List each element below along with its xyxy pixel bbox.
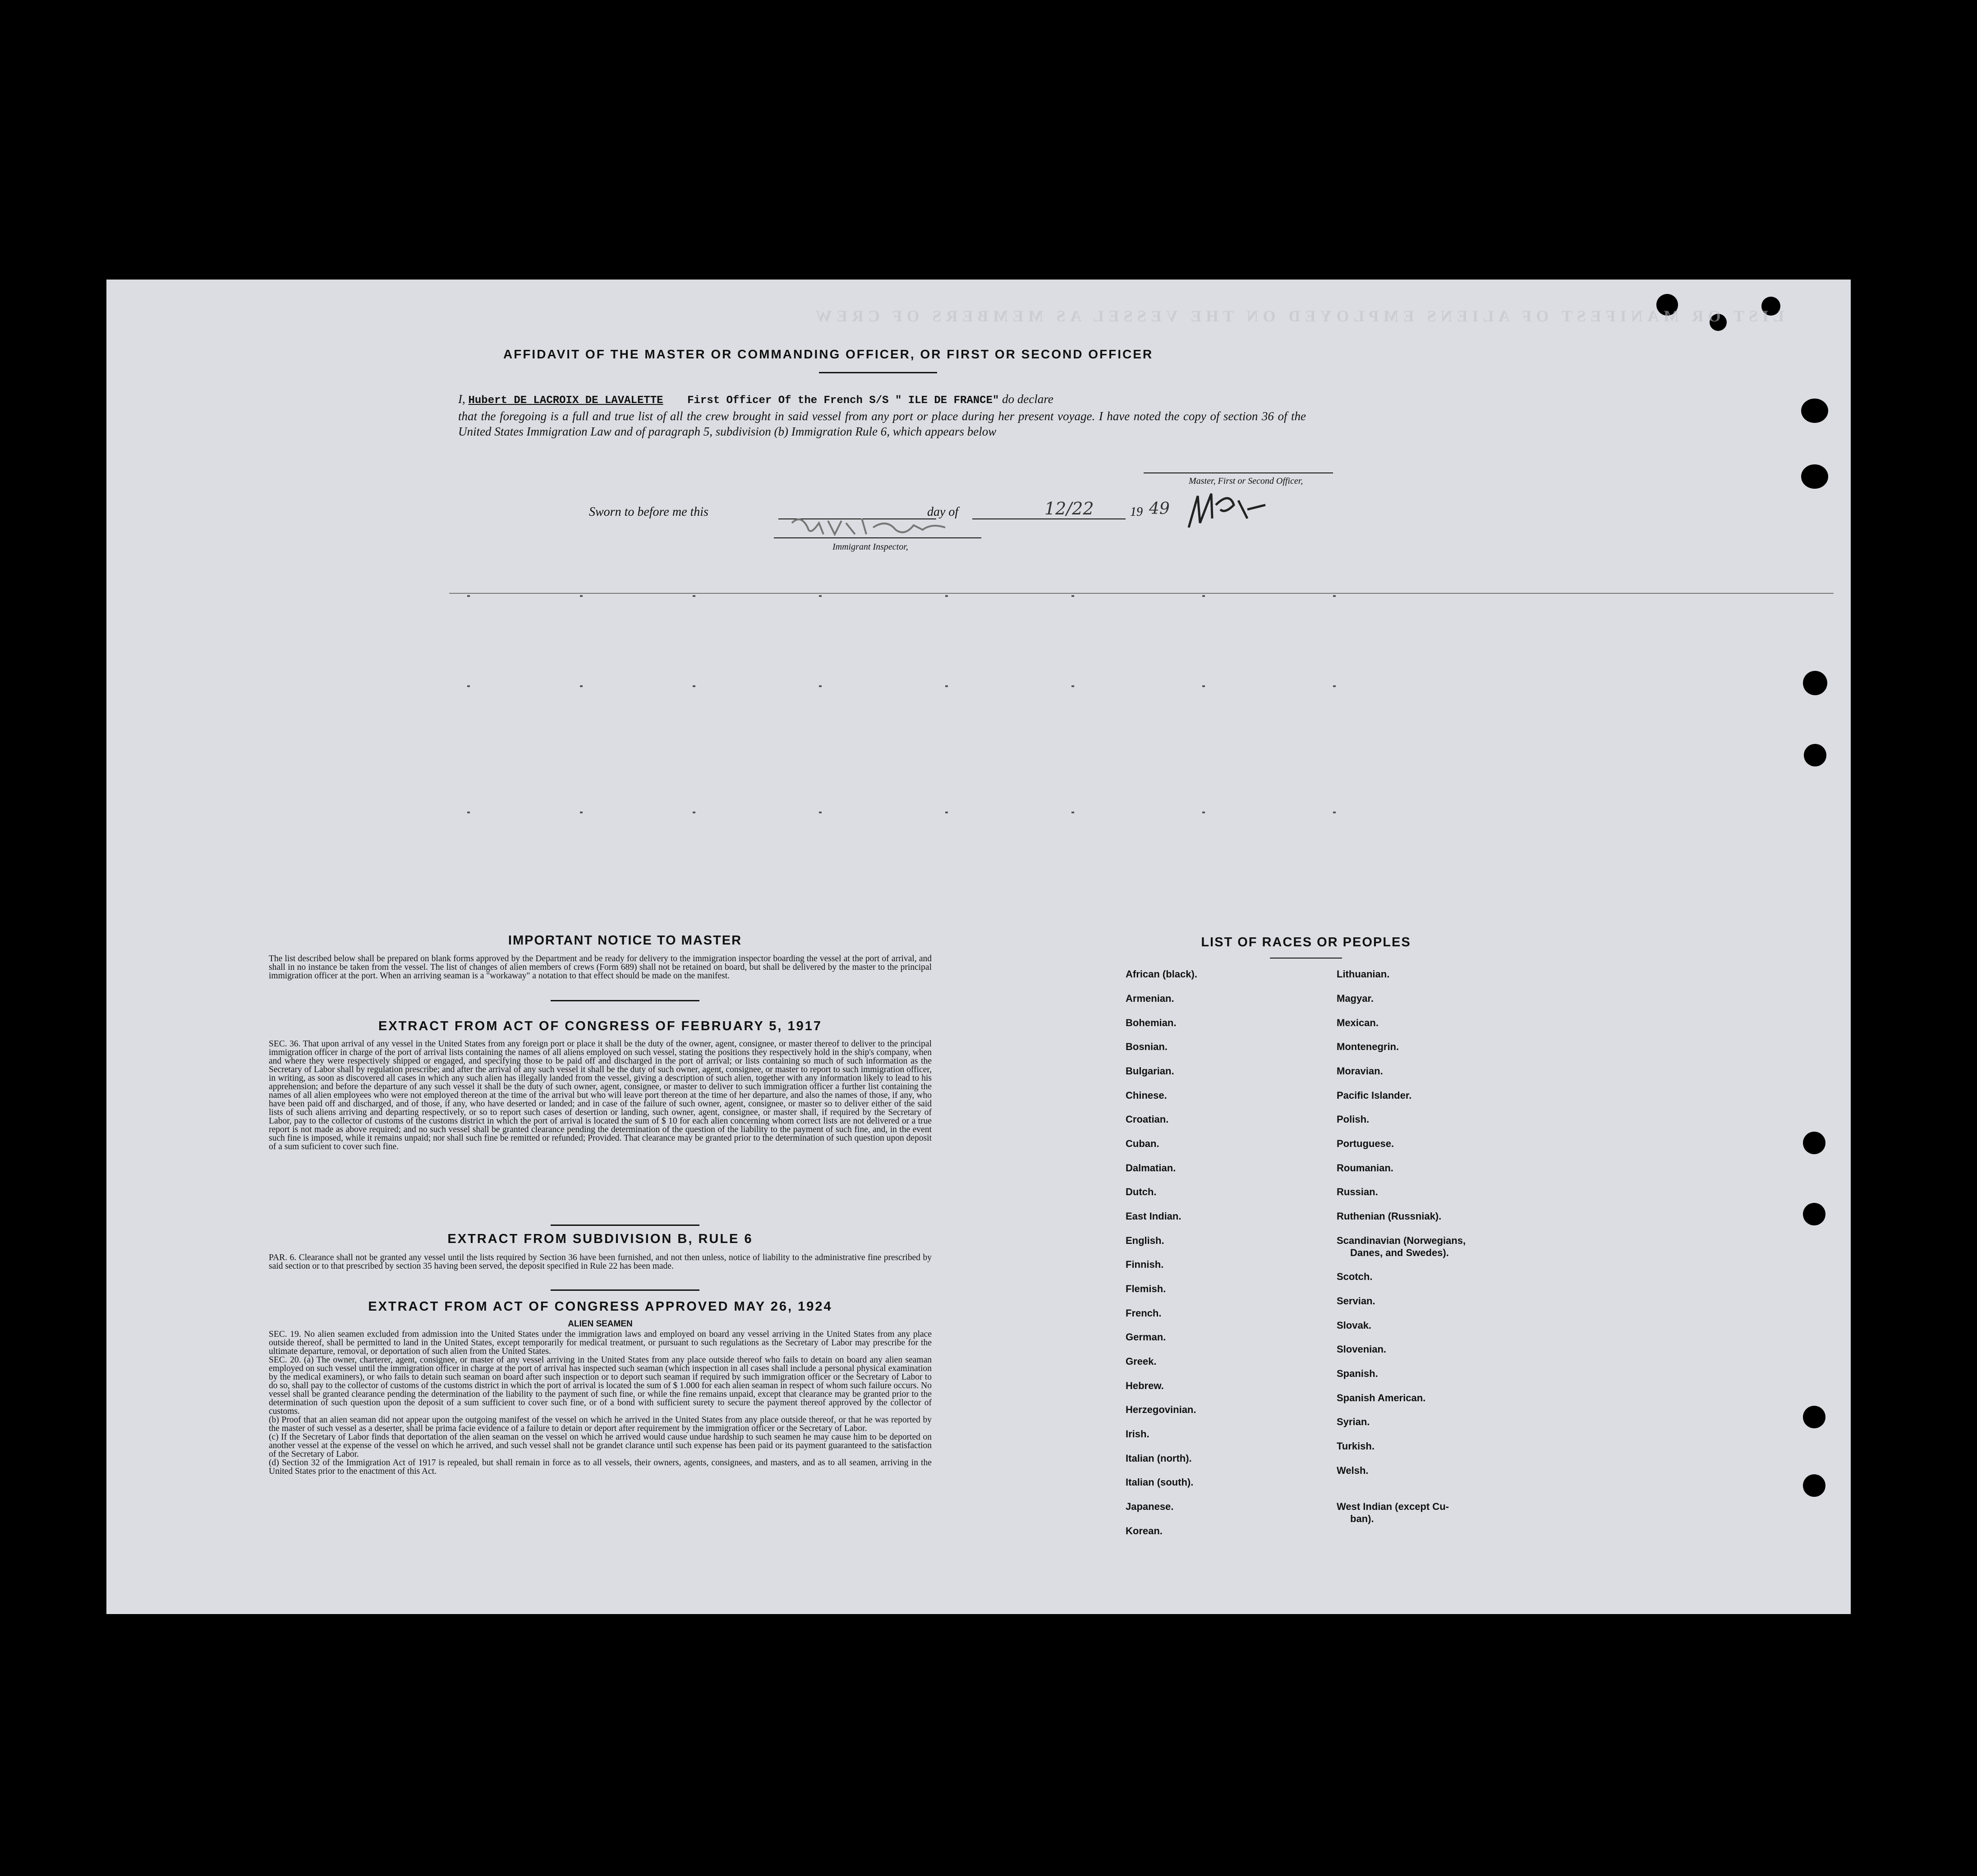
sec-20d-text: (d) Section 32 of the Immigration Act of 1917 is repealed, but shall remain in force as to all vessels, their owners, agents, consignees, and masters, and as to all seamen, arriving in the United States prior to the enactment of this Act. <box>269 1458 932 1476</box>
date-line <box>972 518 1126 519</box>
alien-seamen-subtitle: ALIEN SEAMEN <box>568 1319 633 1329</box>
race-item: Dalmatian. <box>1126 1162 1176 1174</box>
race-item: Welsh. <box>1337 1465 1369 1476</box>
officer-name: Hubert DE LACROIX DE LAVALETTE <box>468 394 663 407</box>
handwritten-date: 12/22 <box>1044 499 1094 518</box>
race-item: Ruthenian (Russniak). <box>1337 1211 1442 1222</box>
inspector-signature <box>783 509 963 546</box>
race-item: Italian (north). <box>1126 1453 1192 1464</box>
race-item: Herzegovinian. <box>1126 1404 1196 1415</box>
race-item: Magyar. <box>1337 993 1374 1004</box>
race-item: Slovenian. <box>1337 1344 1387 1355</box>
divider <box>551 1289 699 1291</box>
race-item: Slovak. <box>1337 1320 1372 1331</box>
race-item: Spanish. <box>1337 1368 1378 1379</box>
race-item: West Indian (except Cu- <box>1337 1501 1449 1512</box>
race-item: Croatian. <box>1126 1114 1169 1125</box>
extract-rule6-text: PAR. 6. Clearance shall not be granted any vessel until the lists required by Section 36 have been furnished, and not then unless, notice of liability to the administrative fine prescribed by said section or to that prescribed by section 35 having been served, the deposit specified in Rule 22 has been made. <box>269 1253 932 1271</box>
races-title-underline <box>1270 958 1342 959</box>
race-item: Lithuanian. <box>1337 968 1390 980</box>
i-prefix: I, <box>458 392 465 406</box>
officer-signature-line <box>1144 472 1333 473</box>
race-item: Portuguese. <box>1337 1138 1394 1149</box>
sec-19-text: SEC. 19. No alien seamen excluded from admission into the United States under the immigration laws and employed on board any vessel arriving in the United States from any place outside thereof, shall be permitted to land in the United States, except temporarily for medical treatment, or pursuant to such regulations as the Secretary of Labor may prescribe for the ultimate departure, removal, or deportation of such alien from the United States. <box>269 1330 932 1356</box>
year-prefix: 19 <box>1130 505 1143 519</box>
punch-hole <box>1801 464 1828 489</box>
race-item: Irish. <box>1126 1428 1149 1440</box>
punch-hole <box>1803 1474 1825 1497</box>
race-item: Finnish. <box>1126 1259 1164 1270</box>
race-item: Italian (south). <box>1126 1477 1194 1488</box>
race-item: Armenian. <box>1126 993 1174 1004</box>
punch-hole <box>1804 744 1826 766</box>
sworn-text: Sworn to before me this <box>589 505 708 519</box>
race-item: Moravian. <box>1337 1065 1383 1077</box>
race-item: Dutch. <box>1126 1186 1157 1197</box>
extract-1917-text: SEC. 36. That upon arrival of any vessel in the United States from any foreign port or place it shall be the duty of the owner, agent, consignee, or master thereof to deliver to the principal immigration officer in charge of the port of arrival lists containing the names of all aliens employed on such vessel, stating the positions they respectively hold in the ship's company, when and where they were respectively shipped or engaged, and specifying those to be paid off and discharged in the port of arrival; or lists containing so much of such information as the Secretary of Labor shall by regulation prescribe; and after the arrival of any such vessel it shall be the duty of such owner, agent, consignee, or master to report to such immigration officer, in writing, as soon as discovered all cases in which any such alien has illegally landed from the vessel, giving a description of such alien, together with any information likely to lead to his apprehension; and before the departure of any such vessel it shall be the duty of such owner, agent, consignee, or master to deliver to such immigration officer a further list containing the names of all alien employees who were not employed thereon at the time of the arrival but who will leave port thereon at the time of her departure, and also the names of those, if any, who have been paid off and discharged, and of those, if any, who have deserted or landed; and in case of the failure of such owner, agent, consignee, or master so to deliver either of the said lists of such aliens arriving and departing respectively, or so to report such cases of desertion or landing, such owner, agent, consignee, or master shall, if required by the Secretary of Labor, pay to the collector of customs of the customs district in which the port of arrival is located the sum of $ 10 for each alien concerning whom correct lists are not delivered or a true report is not made as above required; and no such vessel shall be granted clearance pending the determination of the question of the liability to the payment of such fine, and, in the event such fine is imposed, while it remains unpaid; nor shall such fine be remitted or refunded; Provided. That clearance may be granted prior to the determination of such question upon deposit of a sum suficient to cover such fine. <box>269 1039 932 1151</box>
race-item: Spanish American. <box>1337 1392 1426 1404</box>
affidavit-line1 <box>458 392 1411 407</box>
divider <box>551 1000 699 1001</box>
punch-hole <box>1803 1203 1825 1225</box>
sec-20b-text: (b) Proof that an alien seaman did not appear upon the outgoing manifest of the vessel on which he arrived in the United States from any place outside thereof, or that he was reported by the master of such vessel as a deserter, shall be prima facie evidence of a failure to detain or deport after requirement by the immigration officer or the Secretary of Labor. <box>269 1415 932 1433</box>
inspector-line <box>774 537 981 538</box>
sec-20a-text: SEC. 20. (a) The owner, charterer, agent, consignee, or master of any vessel arriving in the United States from any place outside thereof who fails to detain on board any alien seaman employed on such vessel until the immigration officer in charge at the port of arrival has inspected such seaman (which inspection in all cases shall include a personal physical examination by the medical examiners), or who fails to detain such seaman on board after such inspection or to deport such seaman if required by such immigration officer or the Secretary of Labor to do so, shall pay to the collector of customs of the customs district in which the port of arrival is located the sum of $ 1.000 for each alien seaman in respect of whom such failure occurs. No vessel shall be granted clearance pending the determination of the liability to the payment of such fine, or while the fine remains unpaid, except that clearance may be granted prior to the determination of such question upon the deposit of a sum sufficient to cover such fine, or of a bond with sufficient surety to secure the payment thereof approved by the collector of customs. <box>269 1355 932 1416</box>
punch-hole <box>1803 671 1827 695</box>
race-item: Russian. <box>1337 1186 1378 1197</box>
extract-1924-body <box>269 1330 932 1476</box>
manifest-grid-faint <box>449 593 1834 594</box>
race-item: Bulgarian. <box>1126 1065 1174 1077</box>
race-item: Mexican. <box>1337 1017 1379 1028</box>
race-item: Roumanian. <box>1337 1162 1393 1174</box>
race-item: East Indian. <box>1126 1211 1182 1222</box>
race-item: German. <box>1126 1331 1166 1343</box>
race-item: Syrian. <box>1337 1416 1370 1427</box>
extract-1917-title: EXTRACT FROM ACT OF CONGRESS OF FEBRUARY 5, 1917 <box>378 1019 823 1033</box>
race-item: Korean. <box>1126 1525 1163 1537</box>
race-item: Flemish. <box>1126 1283 1166 1294</box>
races-left-list <box>1126 968 1297 1537</box>
punch-hole <box>1801 399 1828 423</box>
extract-rule6-title: EXTRACT FROM SUBDIVISION B, RULE 6 <box>447 1232 753 1246</box>
race-item: Japanese. <box>1126 1501 1174 1512</box>
race-item: Scandinavian (Norwegians, <box>1337 1235 1466 1246</box>
sec-20c-text: (c) If the Secretary of Labor finds that deportation of the alien seaman on the vessel on which he arrived would cause undue hardship to such seamen he may cause him to be deported on another vessel at the expense of the vessel on which he arrived, and such vessel shall not be grandet clarance until such expense has been paid or its payment guaranteed to the satisfaction of the Secretary of Labor. <box>269 1432 932 1459</box>
race-item: Bosnian. <box>1126 1041 1168 1052</box>
races-right-list <box>1337 968 1562 1537</box>
day-of-text: day of <box>927 505 959 519</box>
extract-1924-title: EXTRACT FROM ACT OF CONGRESS APPROVED MAY 26, 1924 <box>368 1299 832 1314</box>
race-item: Montenegrin. <box>1337 1041 1399 1052</box>
race-item: Servian. <box>1337 1295 1375 1307</box>
officer-signature <box>1180 487 1270 537</box>
race-item: Scotch. <box>1337 1271 1373 1282</box>
race-item: Danes, and Swedes). <box>1350 1247 1449 1258</box>
notice-text: The list described below shall be prepared on blank forms approved by the Department and be ready for delivery to the immigration inspector boarding the vessel at the port of arrival, and shall in no instance be taken from the vessel. The list of changes of alien members of crews (Form 689) shall not be retained on board, but shall be delivered by the master to the principal immigration officer at the port. When an arriving seaman is a "workaway" a notation to that effect should be made on the manifest. <box>269 954 932 981</box>
notice-title: IMPORTANT NOTICE TO MASTER <box>508 933 742 948</box>
title-underline <box>819 372 937 373</box>
race-item: Greek. <box>1126 1356 1157 1367</box>
race-item: Turkish. <box>1337 1440 1375 1452</box>
race-item: Cuban. <box>1126 1138 1159 1149</box>
race-item: ban). <box>1350 1513 1374 1524</box>
bleed-through-text: LIST OR MANIFEST OF ALIENS EMPLOYED ON THE VESSEL AS MEMBERS OF CREW <box>811 307 1784 325</box>
affidavit-title: AFFIDAVIT OF THE MASTER OR COMMANDING OFFICER, OR FIRST OR SECOND OFFICER <box>503 347 1154 361</box>
declare-text: do declare <box>1002 392 1053 406</box>
race-item: French. <box>1126 1307 1162 1319</box>
inspector-caption: Immigrant Inspector, <box>832 542 908 552</box>
affidavit-body: that the foregoing is a full and true list of all the crew brought in said vessel from any port or place during her present voyage. I have noted the copy of section 36 of the United States Immigration Law and of paragraph 5, subdivision (b) Immigration Rule 6, which appears below <box>458 409 1306 438</box>
punch-hole <box>1803 1132 1825 1154</box>
race-item: Pacific Islander. <box>1337 1090 1412 1101</box>
officer-rank: First Officer Of the French S/S " ILE DE FRANCE" <box>687 394 999 407</box>
divider <box>551 1225 699 1226</box>
document-page <box>106 280 1851 1614</box>
punch-hole <box>1803 1406 1825 1428</box>
races-title: LIST OF RACES OR PEOPLES <box>1201 935 1411 949</box>
race-item: African (black). <box>1126 968 1197 980</box>
race-item: English. <box>1126 1235 1164 1246</box>
race-item: Chinese. <box>1126 1090 1167 1101</box>
handwritten-year: 49 <box>1149 500 1170 518</box>
officer-caption: Master, First or Second Officer, <box>1189 476 1303 486</box>
race-item: Bohemian. <box>1126 1017 1177 1028</box>
race-item: Hebrew. <box>1126 1380 1164 1391</box>
race-item: Polish. <box>1337 1114 1370 1125</box>
